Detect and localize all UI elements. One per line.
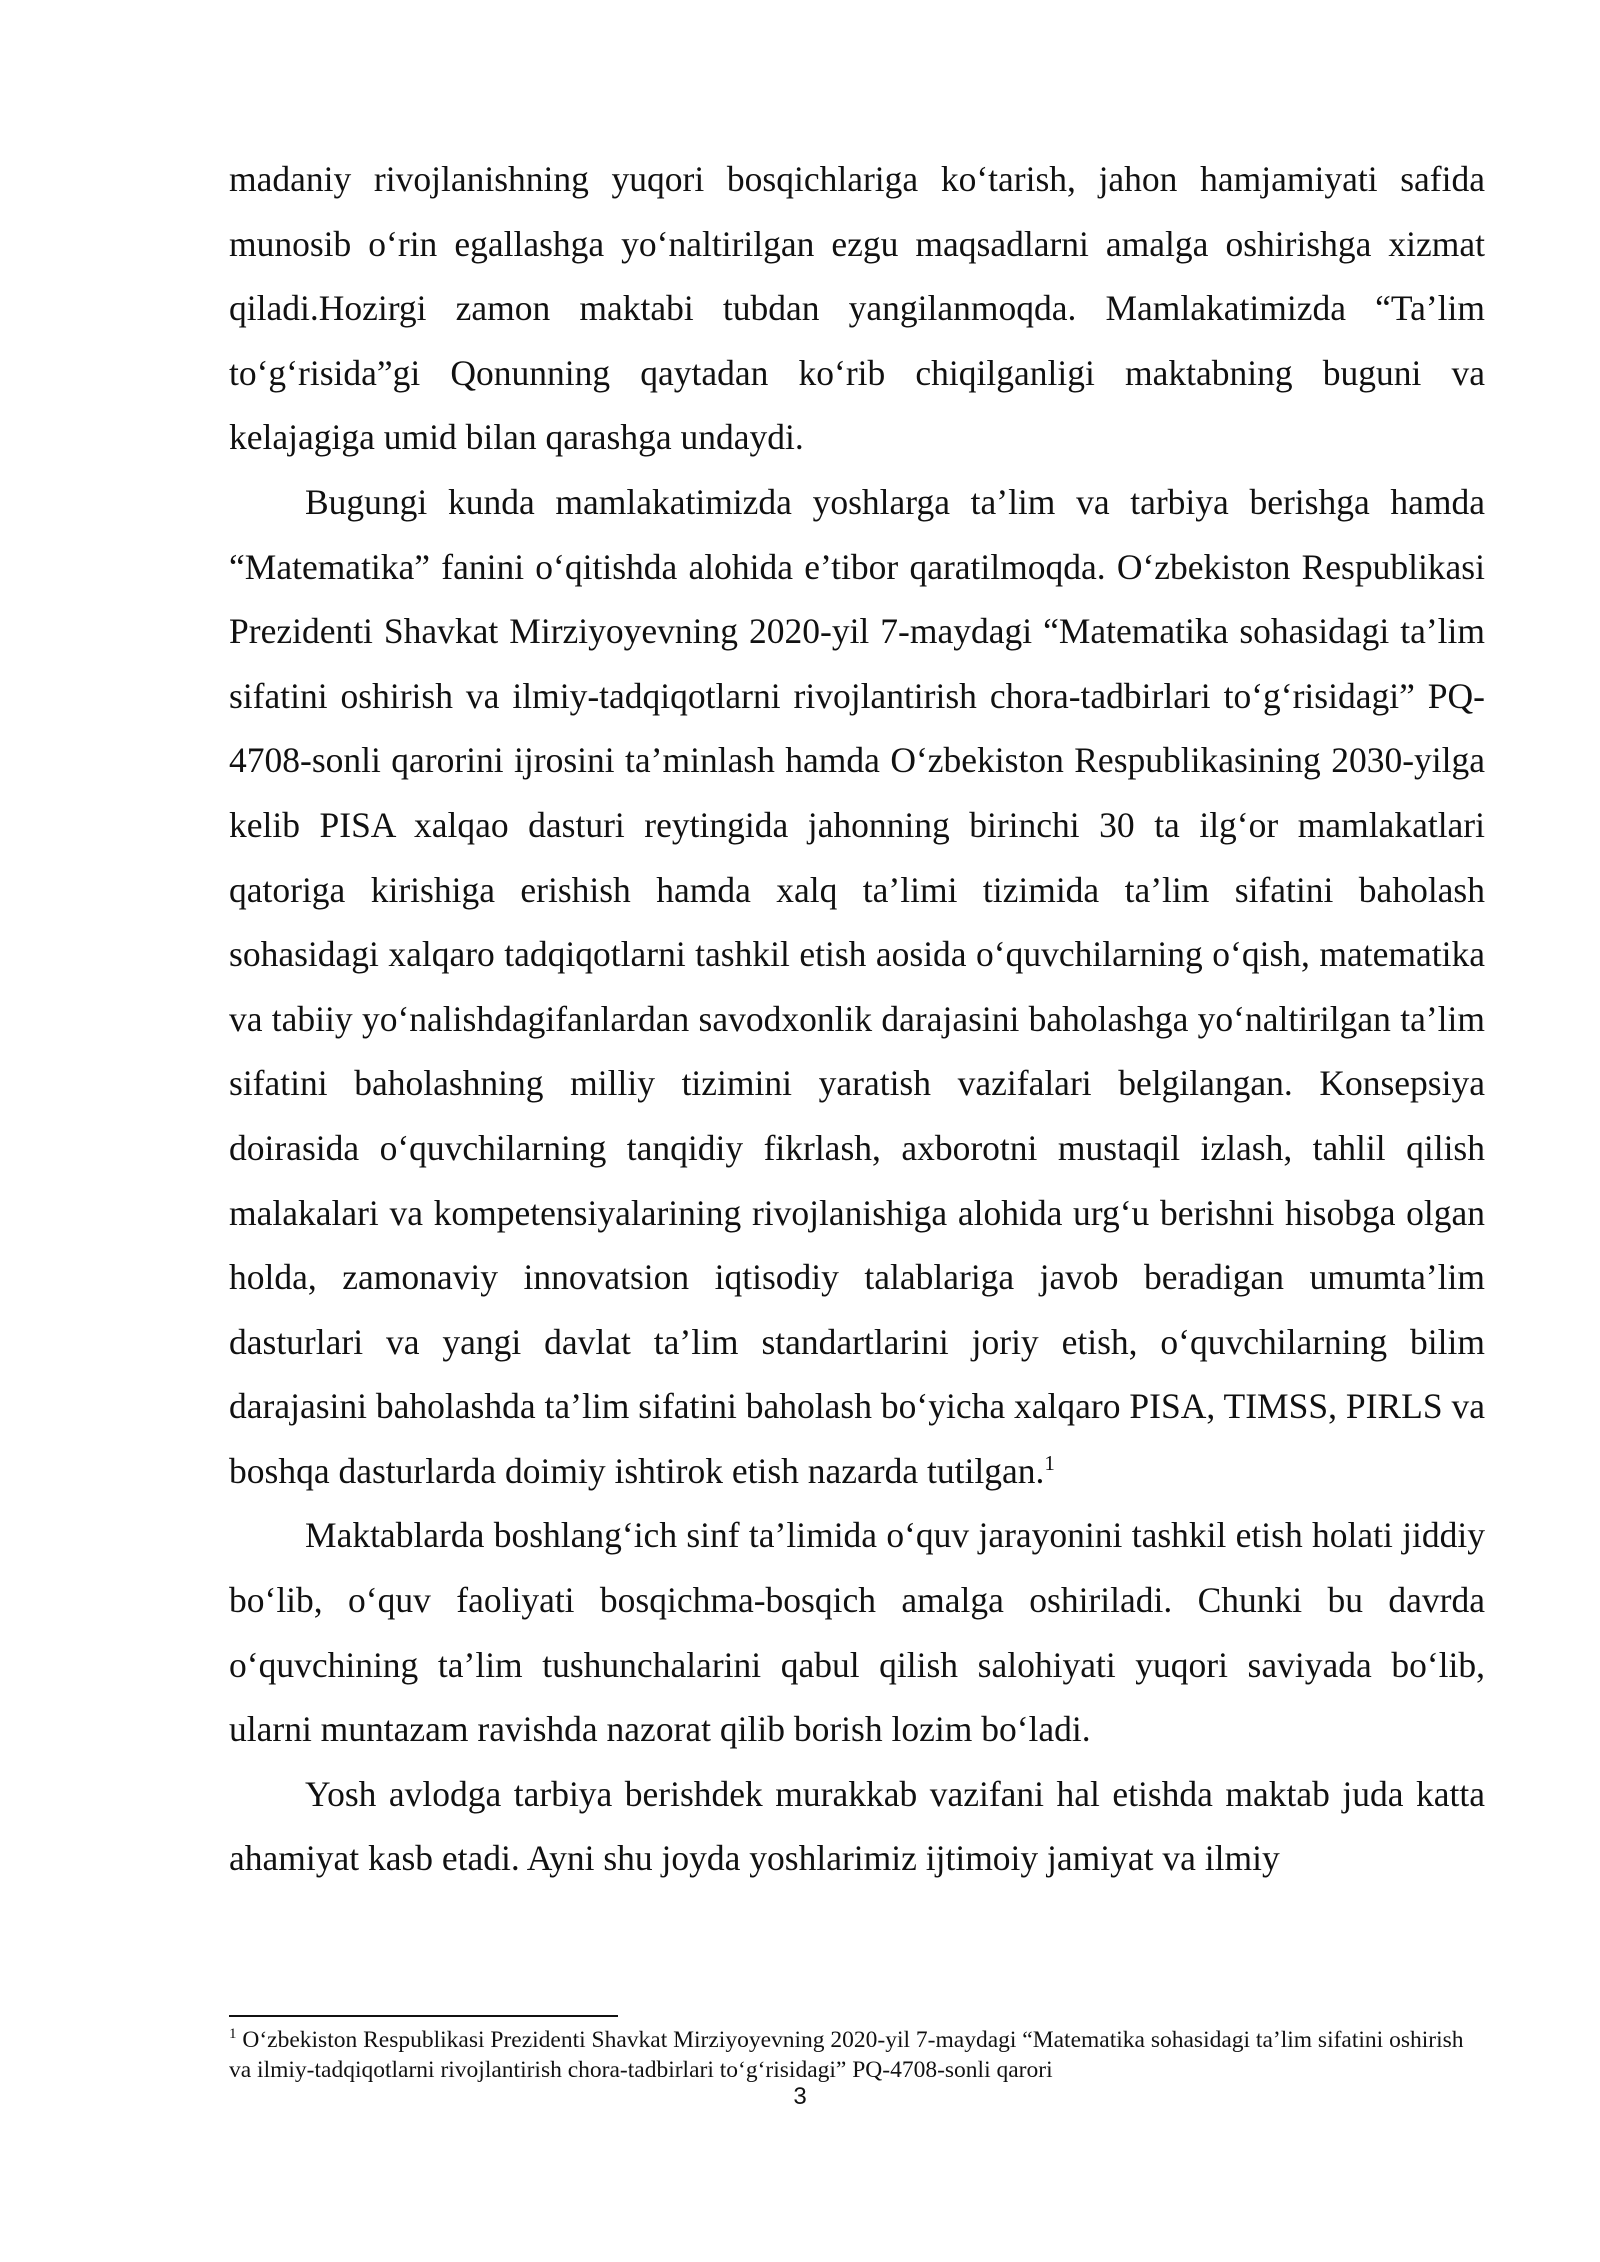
footnote-text: O‘zbekiston Respublikasi Prezidenti Shavkat Mirziyoyevning 2020-yil 7-maydagi “Matematika sohasidagi ta’lim sifatini oshirish va ilmiy-tadqiqotlarni rivojlantirish chora-tadbirlari to‘g‘risidagi” PQ-4708-sonli qarori — [229, 2027, 1464, 2083]
footnote-marker: 1 — [229, 2026, 237, 2043]
body-text — [229, 147, 1485, 1891]
paragraph-1: madaniy rivojlanishning yuqori bosqichlariga ko‘tarish, jahon hamjamiyati safida munosib o‘rin egallashga yo‘naltirilgan ezgu maqsadlarni amalga oshirishga xizmat qiladi.Hozirgi zamon maktabi tubdan yangilanmoqda. Mamlakatimizda “Ta’lim to‘g‘risida”gi Qonunning qaytadan ko‘rib chiqilganligi maktabning buguni va kelajagiga umid bilan qarashga undaydi. — [229, 159, 1485, 458]
footnote — [229, 2025, 1485, 2085]
paragraph-2-text: Bugungi kunda mamlakatimizda yoshlarga ta’lim va tarbiya berishga hamda “Matematika” fanini o‘qitishda alohida e’tibor qaratilmoqda. O‘zbekiston Respublikasi Prezidenti Shavkat Mirziyoyevning 2020-yil 7-maydagi “Matematika sohasidagi ta’lim sifatini oshirish va ilmiy-tadqiqotlarni rivojlantirish chora-tadbirlari to‘g‘risidagi” PQ-4708-sonli qarorini ijrosini ta’minlash hamda O‘zbekiston Respublikasining 2030-yilga kelib PISA xalqao dasturi reytingida jahonning birinchi 30 ta ilg‘or mamlakatlari qatoriga kirishiga erishish hamda xalq ta’limi tizimida ta’lim sifatini baholash sohasidagi xalqaro tadqiqotlarni tashkil etish aosida o‘quvchilarning o‘qish, matematika va tabiiy yo‘nalishdagifanlardan savodxonlik darajasini baholashga yo‘naltirilgan ta’lim sifatini baholashning milliy tizimini yaratish vazifalari belgilangan. Konsepsiya doirasida o‘quvchilarning tanqidiy fikrlash, axborotni mustaqil izlash, tahlil qilish malakalari va kompetensiyalarining rivojlanishiga alohida urg‘u berishni hisobga olgan holda, zamonaviy innovatsion iqtisodiy talablariga javob beradigan umumta’lim dasturlari va yangi davlat ta’lim standartlarini joriy etish, o‘quvchilarning bilim darajasini baholashda ta’lim sifatini baholash bo‘yicha xalqaro PISA, TIMSS, PIRLS va boshqa dasturlarda doimiy ishtirok etish nazarda tutilgan. — [229, 481, 1485, 1491]
paragraph-4: Yosh avlodga tarbiya berishdek murakkab vazifani hal etishda maktab juda katta ahamiyat kasb etadi. Ayni shu joyda yoshlarimiz ijtimoiy jamiyat va ilmiy — [229, 1773, 1485, 1879]
footnote-separator — [229, 2015, 618, 2017]
page-number: 3 — [793, 2083, 807, 2110]
footnote-reference[interactable]: 1 — [1044, 1451, 1055, 1476]
paragraph-3: Maktablarda boshlang‘ich sinf ta’limida o‘quv jarayonini tashkil etish holati jiddiy bo‘lib, o‘quv faoliyati bosqichma-bosqich amalga oshiriladi. Chunki bu davrda o‘quvchining ta’lim tushunchalarini qabul qilish salohiyati yuqori saviyada bo‘lib, ularni muntazam ravishda nazorat qilib borish lozim bo‘ladi. — [229, 1515, 1485, 1750]
paragraph-2 — [229, 470, 1485, 1504]
